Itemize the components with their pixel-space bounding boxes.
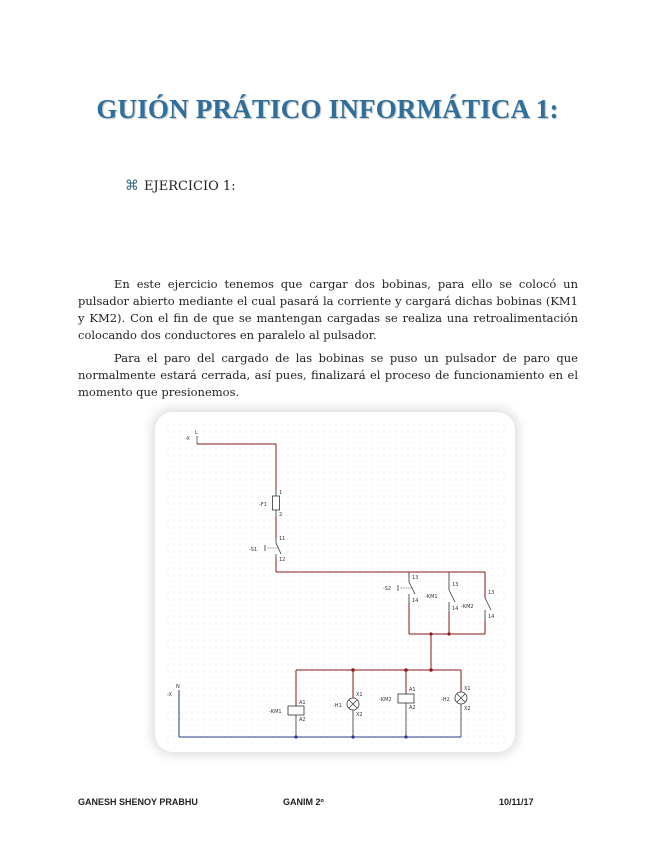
label-km2-t14: 14 <box>488 614 495 620</box>
label-f1: -F1 <box>259 502 267 508</box>
label-n-num: N <box>176 684 180 690</box>
label-l-num: L <box>195 430 198 436</box>
label-s2-t13: 13 <box>412 575 419 581</box>
label-s1-t11: 11 <box>279 536 286 542</box>
label-n: -X <box>167 692 172 698</box>
footer-course: GANIM 2º <box>283 797 324 807</box>
paragraph-2: Para el paro del cargado de las bobinas se puso un pulsador de paro que normalmente estará cerrada, así pues, finalizará el proceso de funcionamiento en el momento que presionemos. <box>78 350 578 399</box>
label-km1-t13: 13 <box>452 582 459 588</box>
document-title: GUIÓN PRÁTICO INFORMÁTICA 1: <box>96 94 559 124</box>
label-f1-t1: 1 <box>279 490 283 496</box>
label-km2-a1: A1 <box>409 687 416 693</box>
paragraph-1: En este ejercicio tenemos que cargar dos bobinas, para ello se colocó un pulsador abierto mediante el cual pasará la corriente y cargará dichas bobinas (KM1 y KM2). Con el fin de que se mantengan cargadas se realiza una retroalimentación colocando dos conductores en paralelo al pulsador. <box>78 276 578 342</box>
label-h2: -H2 <box>441 697 450 703</box>
label-h1: -H1 <box>333 703 342 709</box>
exercise-label: EJERCICIO 1: <box>144 179 236 194</box>
label-f1-t2: 2 <box>279 512 283 518</box>
footer-date: 10/11/17 <box>499 797 534 807</box>
label-s1-t12: 12 <box>279 557 286 563</box>
label-h2-x1: X1 <box>464 686 471 692</box>
label-km1-t14: 14 <box>452 606 459 612</box>
label-s2-t14: 14 <box>412 598 419 604</box>
label-km2-a2: A2 <box>409 705 416 711</box>
label-km2-coil: -KM2 <box>379 697 392 703</box>
label-km1-a2: A2 <box>299 717 306 723</box>
bullet-icon: ⌘ <box>125 178 139 194</box>
label-s1: -S1 <box>249 547 258 553</box>
label-km1-contact: -KM1 <box>425 594 438 600</box>
label-l: -X <box>185 436 190 442</box>
label-km1-a1: A1 <box>299 700 306 706</box>
label-km1-coil: -KM1 <box>269 709 282 715</box>
circuit-diagram <box>155 412 515 752</box>
label-h2-x2: X2 <box>464 706 471 712</box>
label-h1-x1: X1 <box>356 692 363 698</box>
exercise-heading <box>125 178 236 194</box>
footer-author: GANESH SHENOY PRABHU <box>78 797 198 807</box>
label-s2: -S2 <box>383 586 392 592</box>
label-km2-t13: 13 <box>488 590 495 596</box>
label-km2-contact: -KM2 <box>461 604 474 610</box>
circuit-diagram-figure <box>155 412 515 752</box>
label-h1-x2: X2 <box>356 712 363 718</box>
